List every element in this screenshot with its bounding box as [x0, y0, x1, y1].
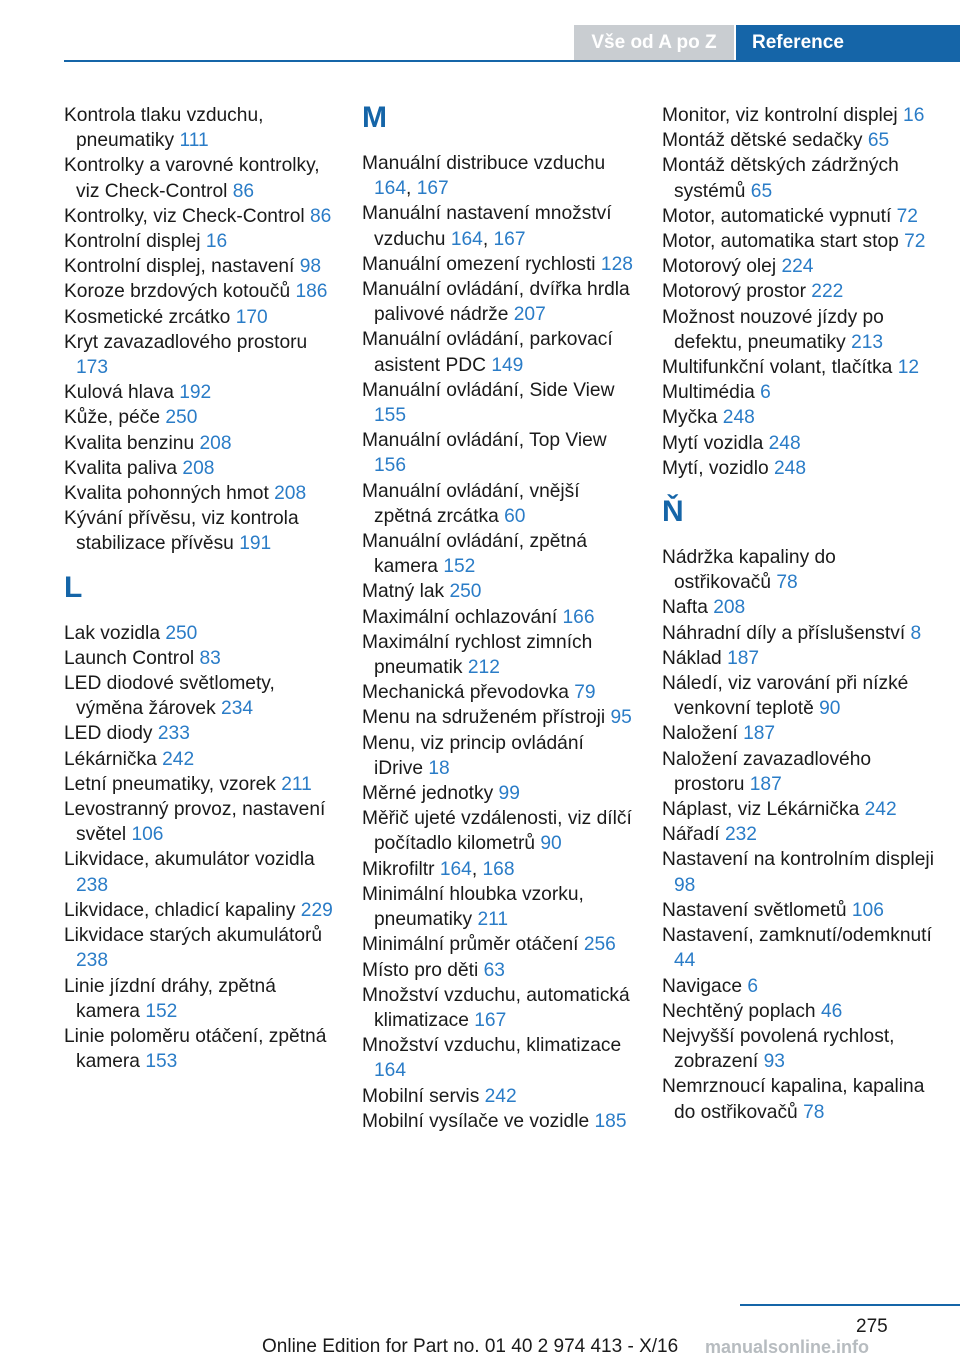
index-entry-text: Matný lak [362, 581, 445, 603]
page-reference-link[interactable]: 187 [749, 773, 782, 795]
page-reference-link[interactable]: 167 [493, 228, 526, 250]
index-entry-text: Mytí, vozidlo [662, 457, 769, 479]
index-entry [362, 277, 637, 327]
index-entry [64, 923, 339, 973]
page-reference-link[interactable]: 213 [851, 331, 884, 353]
index-entry-text: Lékárnička [64, 748, 157, 770]
index-entry [662, 898, 937, 923]
index-entry [662, 405, 937, 430]
page-reference-link[interactable]: 65 [867, 130, 890, 152]
page-reference-link[interactable]: 164 [450, 228, 483, 250]
index-entry [662, 747, 937, 797]
index-entry-text: Kontrolní displej [64, 231, 201, 253]
index-entry-text: Myčka [662, 407, 718, 429]
index-entry-text: Mytí vozidla [662, 432, 764, 454]
index-entry-text: Mobilní servis [362, 1085, 480, 1107]
page-reference-link[interactable]: 78 [803, 1101, 825, 1123]
index-entry-text: Nechtěný poplach [662, 1000, 816, 1022]
index-entry-text: Kůže, péče [64, 407, 161, 429]
page-reference-link[interactable]: 164 [439, 858, 472, 880]
index-entry [64, 254, 339, 279]
page-reference-link[interactable]: 152 [145, 1000, 178, 1022]
page-reference-link[interactable]: 238 [76, 874, 109, 896]
index-entry-text: Kvalita paliva [64, 457, 178, 479]
page-reference-link[interactable]: 170 [235, 306, 268, 328]
index-entry-text: Levostranný provoz, nastavení světel [64, 799, 326, 846]
index-entry-text: Linie jízdní dráhy, zpětná kamera [64, 975, 276, 1022]
index-entry [662, 797, 937, 822]
index-entry [64, 103, 339, 153]
index-entry-text: Nastavení na kontrolním displeji [662, 849, 934, 871]
index-entry [662, 1074, 937, 1124]
index-entry [362, 731, 637, 781]
page-number: 275 [856, 1316, 888, 1337]
page-reference-link[interactable]: 86 [309, 205, 332, 227]
index-entry [362, 1084, 637, 1109]
index-entry [662, 305, 937, 355]
index-entry [662, 545, 937, 595]
index-entry-text: Lak vozidla [64, 622, 160, 644]
index-entry-text: Likvidace, chladicí kapaliny [64, 899, 296, 921]
index-entry-text: Mobilní vysílače ve vozidle [362, 1110, 590, 1132]
page-reference-link[interactable]: 86 [232, 180, 255, 202]
index-entry [662, 103, 937, 128]
index-entry-text: Měrné jednotky [362, 783, 494, 805]
page-reference-link[interactable]: 187 [743, 723, 776, 745]
index-entry-text: Motor, automatické vypnutí [662, 205, 892, 227]
reference-tab[interactable]: Reference [736, 25, 960, 60]
page-reference-link[interactable]: 46 [820, 1000, 843, 1022]
page-reference-link[interactable]: 153 [145, 1051, 178, 1073]
index-entry-text: Manuální ovládání, dvířka hrdla palivové nádrže [362, 279, 630, 326]
index-entry [662, 999, 937, 1024]
page-reference-link[interactable]: 207 [513, 304, 546, 326]
page-reference-link[interactable]: 98 [299, 256, 322, 278]
watermark: manualsonline.info [705, 1337, 870, 1357]
page-reference-link[interactable]: 248 [722, 407, 755, 429]
index-entry-text: Nafta [662, 597, 708, 619]
page-reference-link[interactable]: 99 [498, 783, 520, 805]
page-reference-link[interactable]: 242 [484, 1085, 517, 1107]
index-entry-text: Multimédia [662, 382, 755, 404]
index-entry [64, 1024, 339, 1074]
page-reference-link[interactable]: 155 [374, 405, 407, 427]
page-reference-link[interactable]: 242 [864, 799, 897, 821]
index-entry [362, 327, 637, 377]
index-entry [662, 974, 937, 999]
index-entry [662, 721, 937, 746]
index-entry-text: Manuální nastavení množství vzduchu [362, 203, 612, 250]
index-entry-text: Mechanická převodovka [362, 682, 569, 704]
page-reference-link[interactable]: 106 [131, 824, 164, 846]
index-entry-text: Množství vzduchu, automatická klimatizace [362, 984, 630, 1031]
index-entry [662, 822, 937, 847]
index-entry: Mikrofiltr 164, 168 [362, 858, 515, 880]
index-entry-text: Kryt zavazadlového prostoru [64, 331, 308, 353]
index-entry-text: Mikrofiltr [362, 858, 435, 880]
page-reference-link[interactable]: 79 [574, 682, 596, 704]
page-reference-link[interactable]: 208 [199, 432, 232, 454]
page-reference-link[interactable]: 185 [594, 1110, 627, 1132]
index-entry [362, 806, 637, 856]
index-entry [362, 1033, 637, 1083]
index-entry [362, 428, 637, 478]
page-reference-link[interactable]: 208 [182, 457, 215, 479]
index-entry [64, 229, 339, 254]
page-reference-link[interactable]: 233 [157, 723, 190, 745]
index-entry [662, 671, 937, 721]
index-entry [64, 646, 339, 671]
index-entry-text: Naložení zavazadlového prostoru [662, 748, 872, 795]
index-entry [64, 380, 339, 405]
index-entry [64, 305, 339, 330]
index-entry-text: Maximální ochlazování [362, 606, 558, 628]
index-entry [362, 781, 637, 806]
index-entry [362, 630, 637, 680]
page-reference-link[interactable]: 208 [274, 483, 307, 505]
index-entry [64, 204, 339, 229]
page-reference-link[interactable]: 149 [491, 354, 524, 376]
index-entry [64, 481, 339, 506]
index-entry [662, 204, 937, 229]
index-entry-text: Kontrola tlaku vzduchu, pneumatiky [64, 105, 264, 152]
page-reference-link[interactable]: 224 [781, 256, 814, 278]
index-entry [362, 479, 637, 529]
index-entry [362, 958, 637, 983]
index-entry-text: Menu na sdruženém přístroji [362, 707, 606, 729]
page-reference-link[interactable]: 222 [811, 281, 844, 303]
page-reference-link[interactable]: 72 [896, 205, 918, 227]
page-reference-link[interactable]: 256 [583, 934, 616, 956]
header-divider [64, 60, 960, 62]
page-reference-link[interactable]: 192 [179, 382, 212, 404]
index-entry [64, 847, 339, 897]
index-entry-text: Manuální ovládání, vnější zpětná zrcátka [362, 480, 580, 527]
index-entry [64, 405, 339, 430]
page-reference-link[interactable]: 90 [540, 833, 562, 855]
index-entry [64, 721, 339, 746]
page-reference-link[interactable]: 111 [179, 130, 209, 152]
index-entry-text: Nemrznoucí kapalina, kapalina do ostřikovačů [662, 1076, 925, 1123]
index-entry [662, 128, 937, 153]
index-entry [64, 772, 339, 797]
index-entry-text: Nastavení, zamknutí/odemknutí [662, 925, 932, 947]
page-reference-link[interactable]: 16 [903, 105, 925, 126]
index-entry-text: Likvidace, akumulátor vozidla [64, 849, 315, 871]
index-column-2 [362, 103, 637, 1134]
page-reference-link[interactable]: 173 [76, 357, 109, 379]
index-entry-text: Kontrolní displej, nastavení [64, 256, 295, 278]
index-letter-heading: M [362, 101, 387, 134]
page-reference-link[interactable]: 6 [760, 382, 771, 404]
index-entry [362, 378, 637, 428]
page-reference-link[interactable]: 106 [851, 899, 884, 921]
page-reference-link[interactable]: 250 [165, 407, 198, 429]
index-entry [64, 153, 339, 203]
index-entry: Manuální distribuce vzduchu 164, 167 [362, 153, 606, 200]
index-entry [662, 646, 937, 671]
page-reference-link[interactable]: 229 [300, 899, 333, 921]
page-reference-link[interactable]: 72 [904, 231, 926, 253]
index-entry [662, 431, 937, 456]
footer-divider [740, 1304, 960, 1306]
index-entry-text: Kulová hlava [64, 382, 174, 404]
page-reference-link[interactable]: 238 [76, 950, 109, 972]
index-entry [362, 705, 637, 730]
index-entry-text: Koroze brzdových kotoučů [64, 281, 291, 303]
index-entry [64, 330, 339, 380]
page-reference-link[interactable]: 65 [750, 180, 773, 202]
index-entry-text: Nádržka kapaliny do ostřikovačů [662, 547, 836, 594]
index-entry [662, 847, 937, 897]
index-entry [64, 279, 339, 304]
page-reference-link[interactable]: 242 [162, 748, 195, 770]
index-entry-text: Náhradní díly a příslušenství [662, 622, 906, 644]
page-reference-link[interactable]: 186 [295, 281, 328, 303]
index-column-1 [64, 103, 339, 1074]
page-header [0, 0, 960, 64]
index-entry-text: Montáž dětské sedačky [662, 130, 863, 152]
index-entry-text: Množství vzduchu, klimatizace [362, 1035, 622, 1057]
index-entry: Manuální nastavení množství vzduchu 164, 167 [362, 203, 612, 250]
page-reference-link[interactable]: 156 [374, 455, 407, 477]
index-entry [362, 529, 637, 579]
index-entry [64, 747, 339, 772]
page-reference-link[interactable]: 211 [477, 909, 509, 931]
page-reference-link[interactable]: 168 [482, 858, 515, 880]
index-entry-text: Nejvyšší povolená rychlost, zobrazení [662, 1025, 895, 1073]
index-entry-text: Linie poloměru otáčení, zpětná kamera [64, 1025, 327, 1073]
index-entry-text: Multifunkční volant, tlačítka [662, 357, 893, 379]
page-reference-link[interactable]: 98 [674, 874, 696, 896]
index-entry [362, 983, 637, 1033]
index-entry [662, 355, 937, 380]
page-reference-link[interactable]: 250 [165, 622, 198, 644]
page-reference-link[interactable]: 248 [768, 432, 801, 454]
index-entry-text: Naložení [662, 723, 738, 745]
page-reference-link[interactable]: 187 [727, 647, 760, 669]
index-entry-text: Manuální ovládání, zpětná kamera [362, 531, 588, 578]
page-reference-link[interactable]: 128 [600, 253, 633, 275]
index-entry-text: Náledí, viz varování při nízké venkovní teplotě [662, 673, 909, 720]
index-entry-text: Kontrolky a varovné kontrolky, viz Check-Control [64, 155, 320, 202]
index-entry [662, 923, 937, 973]
index-entry-text: Likvidace starých akumulátorů [64, 925, 323, 947]
page-reference-link[interactable]: 6 [747, 975, 759, 997]
page-reference-link[interactable]: 250 [449, 581, 482, 603]
index-entry-text: LED diody [64, 723, 153, 745]
index-entry [362, 1109, 637, 1134]
index-entry-text: Launch Control [64, 647, 195, 669]
page-reference-link[interactable]: 211 [281, 773, 312, 795]
page-reference-link[interactable]: 248 [773, 457, 806, 479]
index-letter-heading: Ň [662, 495, 684, 529]
index-entry [662, 621, 937, 646]
index-entry-text: Menu, viz princip ovládání iDrive [362, 732, 584, 779]
index-entry-text: Minimální průměr otáčení [362, 934, 579, 956]
page-reference-link[interactable]: 12 [897, 357, 920, 379]
index-entry-text: Manuální ovládání, Top View [362, 430, 607, 452]
page-reference-link[interactable]: 83 [199, 647, 221, 669]
index-entry-text: Motorový prostor [662, 281, 806, 303]
index-entry [662, 1024, 937, 1074]
index-entry [662, 595, 937, 620]
page-reference-link[interactable]: 212 [467, 657, 500, 679]
index-entry [362, 579, 637, 604]
index-entry-text: Manuální distribuce vzduchu [362, 153, 606, 174]
index-entry [64, 671, 339, 721]
page-reference-link[interactable]: 232 [724, 824, 757, 846]
index-entry-text: LED diodové světlomety, výměna žárovek [64, 673, 275, 720]
index-entry-text: Manuální ovládání, Side View [362, 379, 615, 401]
index-entry-text: Měřič ujeté vzdálenosti, viz dílčí počítadlo kilometrů [362, 808, 632, 855]
page-reference-link[interactable]: 208 [713, 597, 746, 619]
index-entry [662, 456, 937, 481]
index-entry-text: Nastavení světlometů [662, 899, 847, 921]
page-reference-link[interactable]: 60 [504, 505, 526, 527]
page-reference-link[interactable]: 167 [474, 1009, 507, 1031]
index-entry-text: Nářadí [662, 824, 720, 846]
index-entry-text: Možnost nouzové jízdy po defektu, pneumatiky [662, 306, 884, 353]
index-entry [662, 254, 937, 279]
index-entry-text: Kývání přívěsu, viz kontrola stabilizace přívěsu [64, 508, 299, 555]
index-entry [362, 605, 637, 630]
index-entry-text: Místo pro děti [362, 959, 479, 981]
page-reference-link[interactable]: 63 [483, 959, 505, 981]
index-letter-heading: L [64, 570, 83, 604]
index-entry [64, 797, 339, 847]
index-entry [362, 252, 637, 277]
index-column-3 [662, 103, 937, 1125]
index-entry-text: Kvalita benzinu [64, 432, 195, 454]
edition-text: Online Edition for Part no. 01 40 2 974 413 - X/16 [262, 1336, 679, 1357]
index-entry [64, 456, 339, 481]
index-entry [64, 898, 339, 923]
index-entry-text: Kontrolky, viz Check-Control [64, 205, 305, 227]
page-reference-link[interactable]: 90 [819, 698, 841, 720]
index-entry-text: Náklad [662, 647, 722, 669]
page-reference-link[interactable]: 93 [763, 1051, 785, 1073]
page-reference-link[interactable]: 166 [562, 606, 595, 628]
page-reference-link[interactable]: 234 [221, 698, 254, 720]
page-reference-link[interactable]: 18 [428, 757, 450, 779]
index-entry-text: Manuální omezení rychlosti [362, 253, 596, 275]
index-entry-text: Minimální hloubka vzorku, pneumatiky [362, 883, 584, 931]
page-reference-link[interactable]: 152 [443, 556, 476, 578]
page-reference-link[interactable]: 44 [674, 950, 696, 972]
index-entry-text: Manuální ovládání, parkovací asistent PDC [362, 329, 613, 376]
index-entry [662, 380, 937, 405]
index-entry-text: Kosmetické zrcátko [64, 306, 231, 328]
index-entry [662, 153, 937, 203]
index-entry [64, 974, 339, 1024]
index-entry-text: Maximální rychlost zimních pneumatik [362, 631, 593, 679]
page-reference-link[interactable]: 167 [416, 178, 449, 200]
index-entry-text: Náplast, viz Lékárnička [662, 799, 860, 821]
index-entry-text: Navigace [662, 975, 742, 997]
index-entry-text: Montáž dětských zádržných systémů [662, 155, 899, 202]
page-reference-link[interactable]: 8 [910, 622, 922, 644]
index-entry-text: Kvalita pohonných hmot [64, 483, 269, 505]
index-entry [662, 229, 937, 254]
index-entry-text: Letní pneumatiky, vzorek [64, 773, 276, 795]
index-entry [64, 431, 339, 456]
page-reference-link[interactable]: 191 [239, 533, 272, 555]
index-entry [362, 680, 637, 705]
index-entry-text: Motor, automatika start stop [662, 231, 899, 253]
page-reference-link[interactable]: 95 [610, 707, 632, 729]
index-entry [64, 621, 339, 646]
page-reference-link[interactable]: 164 [374, 1060, 407, 1082]
page-reference-link[interactable]: 78 [776, 572, 798, 594]
page-reference-link[interactable]: 164 [374, 178, 407, 200]
index-entry [64, 506, 339, 556]
index-entry [362, 932, 637, 957]
section-tab[interactable]: Vše od A po Z [574, 25, 734, 60]
index-entry-text: Motorový olej [662, 256, 777, 278]
index-entry [362, 882, 637, 932]
page-reference-link[interactable]: 16 [205, 231, 228, 253]
index-entry [662, 279, 937, 304]
index-entry-text: Monitor, viz kontrolní displej [662, 105, 898, 126]
